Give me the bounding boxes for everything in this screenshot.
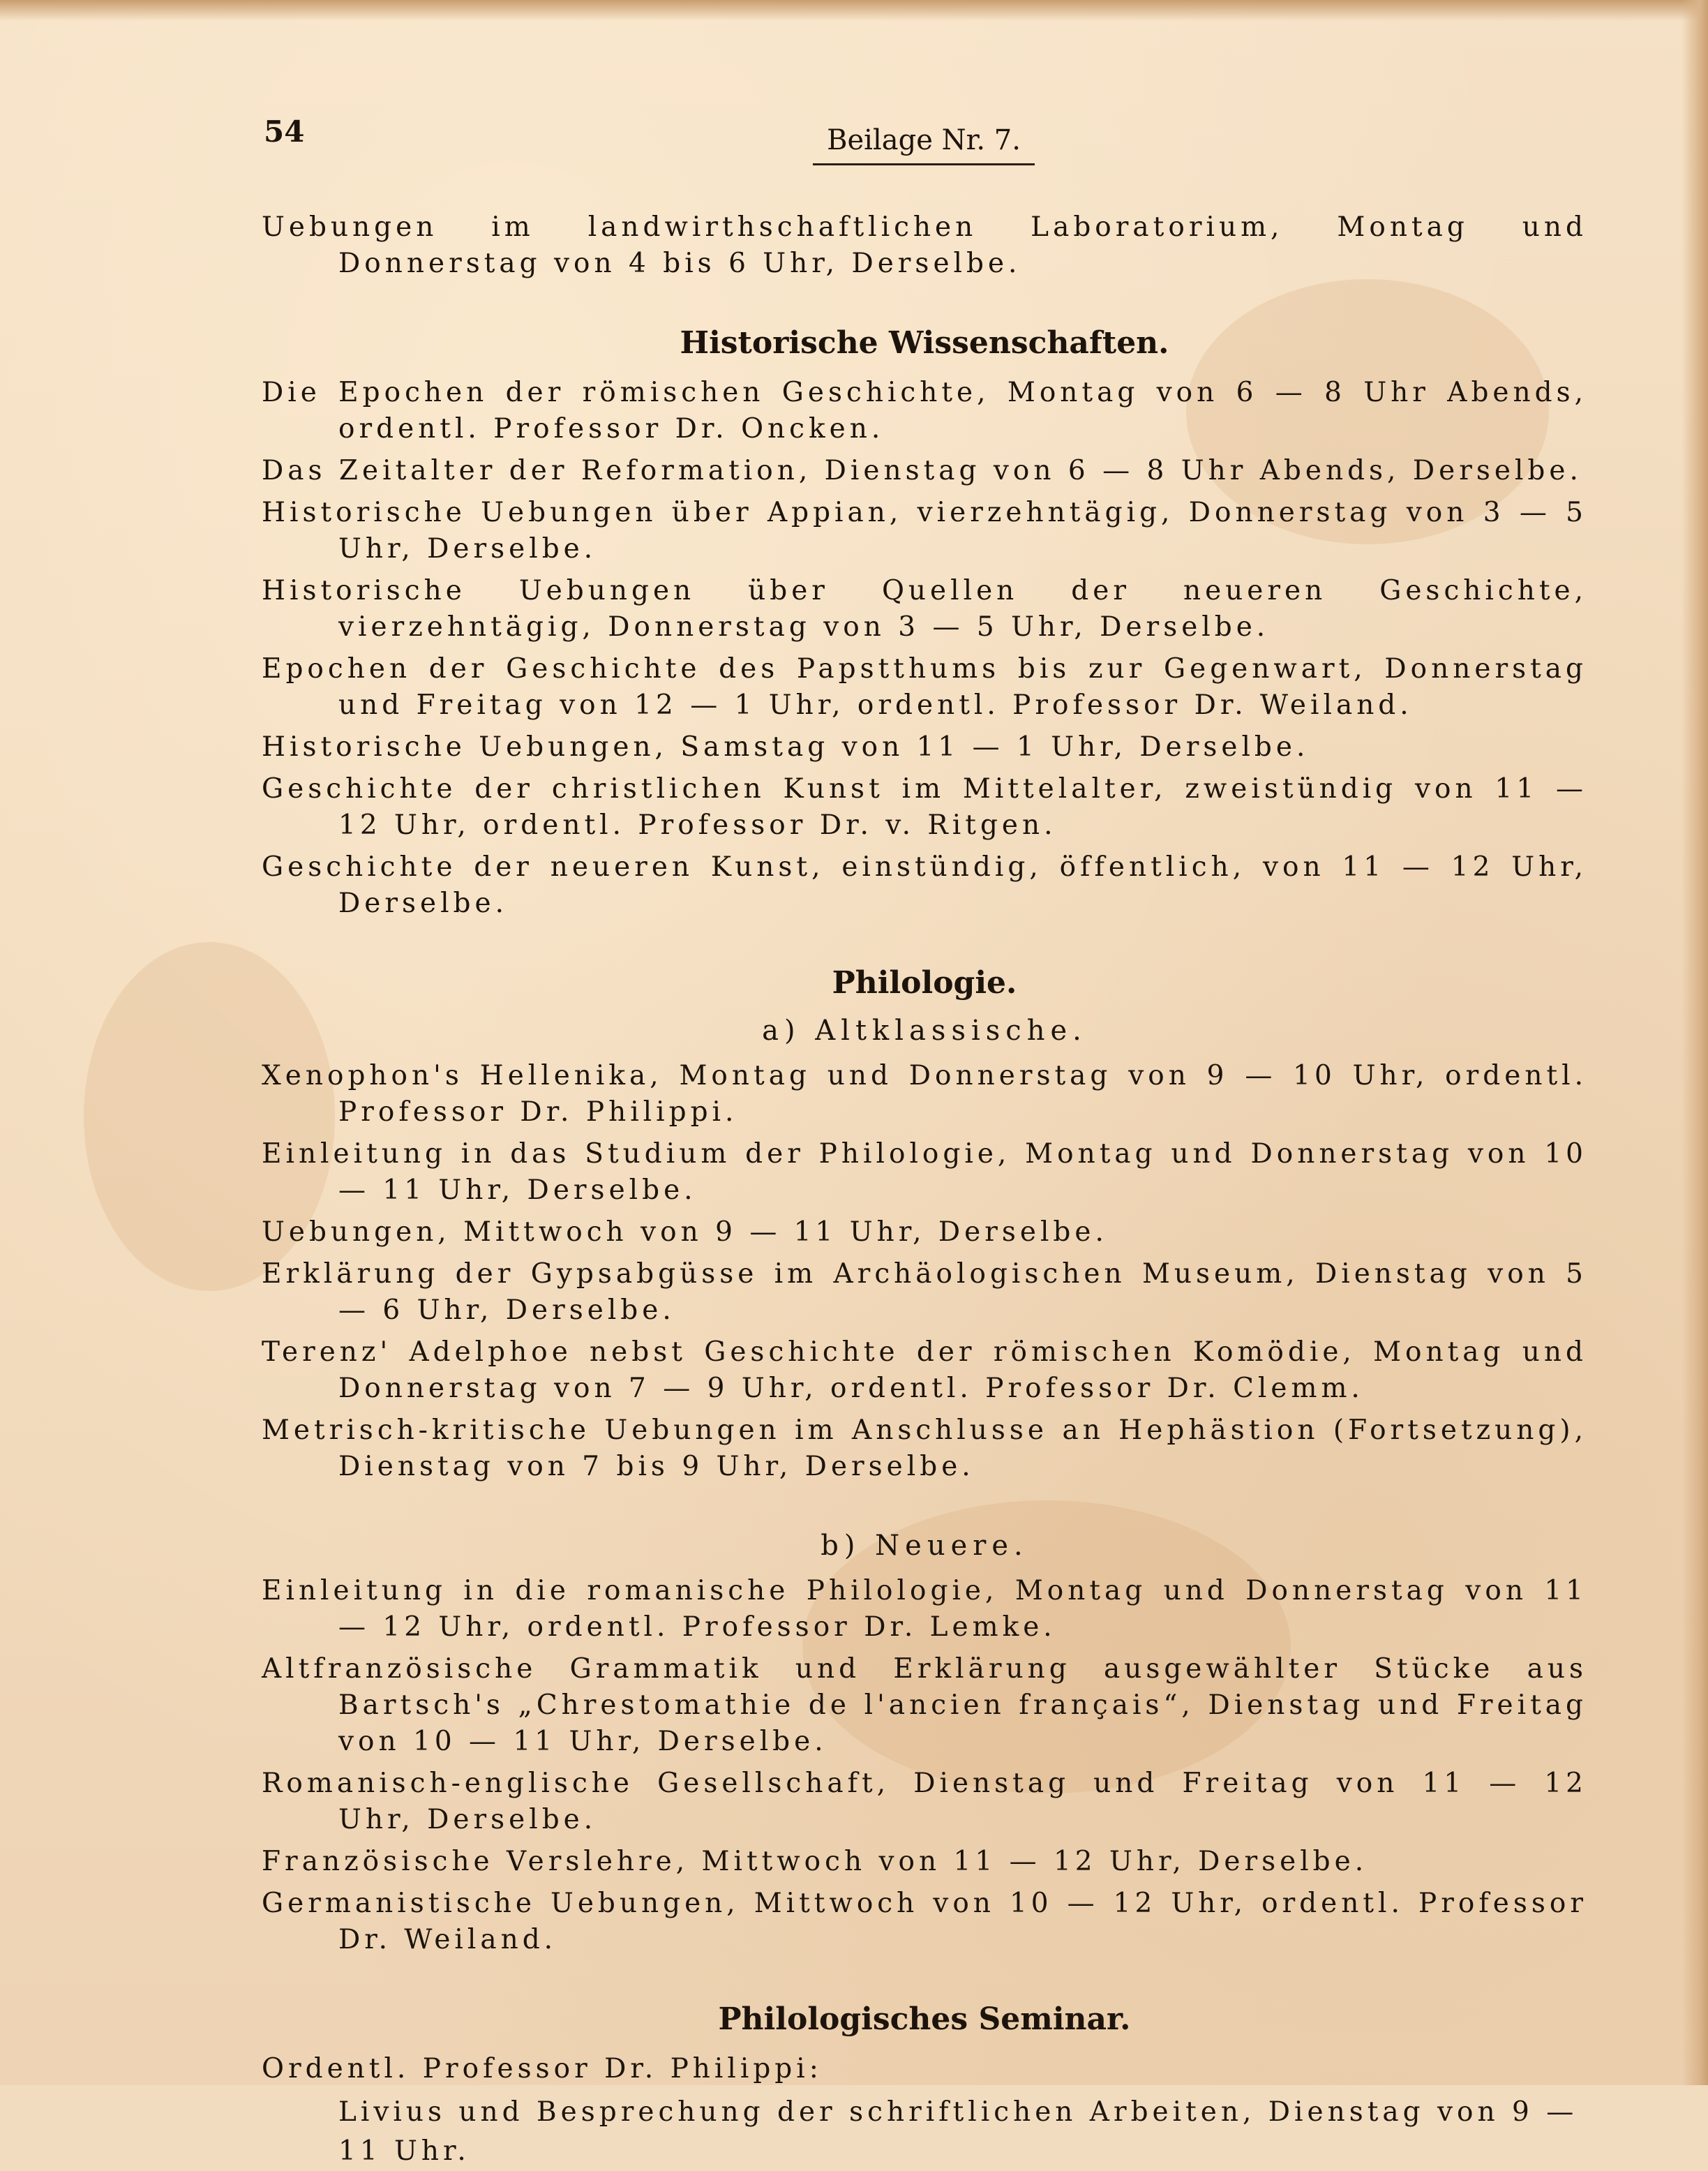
course-entry: Historische Uebungen über Quellen der neueren Geschichte, vierzehntägig, Donnerstag von 3 — 5 Uhr, Derselbe. [262,575,1587,643]
course-entry: Die Epochen der römischen Geschichte, Montag von 6 — 8 Uhr Abends, ordentl. Professor Dr. Oncken. [262,377,1587,445]
course-entry: Metrisch-kritische Uebungen im Anschlusse an Hephästion (Fortsetzung), Dienstag von 7 bis 9 Uhr, Derselbe. [262,1415,1587,1482]
course-entry: Geschichte der neueren Kunst, einstündig, öffentlich, von 11 — 12 Uhr, Derselbe. [262,851,1587,919]
page-edge-right [1681,0,1708,2085]
course-entry: Geschichte der christlichen Kunst im Mittelalter, zweistündig von 11 — 12 Uhr, ordentl. Professor Dr. v. Ritgen. [262,773,1587,841]
course-entry: Einleitung in die romanische Philologie, Montag und Donnerstag von 11 — 12 Uhr, ordentl. Professor Dr. Lemke. [262,1575,1587,1643]
page-edge-top [0,0,1708,21]
seminar-lead: Ordentl. Professor Dr. Philippi: [262,2053,823,2084]
course-entry: Germanistische Uebungen, Mittwoch von 10 — 12 Uhr, ordentl. Professor Dr. Weiland. [262,1888,1587,1955]
course-entry: Uebungen, Mittwoch von 9 — 11 Uhr, Derselbe. [262,1216,1108,1248]
course-entry: Historische Uebungen über Appian, vierzehntägig, Donnerstag von 3 — 5 Uhr, Derselbe. [262,497,1587,565]
page-body [262,209,1587,2171]
section-heading-seminar: Philologisches Seminar. [718,2001,1131,2037]
course-entry: Altfranzösische Grammatik und Erklärung ausgewählter Stücke aus Bartsch's „Chrestomathie de l'ancien français“, Dienstag und Freitag von 10 — 11 Uhr, Derselbe. [262,1653,1587,1757]
course-entry: Einleitung in das Studium der Philologie, Montag und Donnerstag von 10 — 11 Uhr, Derselbe. [262,1138,1587,1206]
course-entry: Historische Uebungen, Samstag von 11 — 1 Uhr, Derselbe. [262,731,1310,763]
subsection-heading-neuere: b) Neuere. [821,1530,1028,1562]
section-heading-historische: Historische Wissenschaften. [680,325,1169,361]
intro-entry: Uebungen im landwirthschaftlichen Laboratorium, Montag und Donnerstag von 4 bis 6 Uhr, Derselbe. [262,211,1587,279]
subsection-heading-altklassische: a) Altklassische. [762,1015,1087,1047]
course-entry: Französische Verslehre, Mittwoch von 11 — 12 Uhr, Derselbe. [262,1846,1368,1877]
seminar-entry: Livius und Besprechung der schriftlichen Arbeiten, Dienstag von 9 — 11 Uhr. [338,2096,1578,2167]
running-head: Beilage Nr. 7. [813,124,1035,165]
page-number: 54 [264,114,305,149]
course-entry: Xenophon's Hellenika, Montag und Donnerstag von 9 — 10 Uhr, ordentl. Professor Dr. Philippi. [262,1060,1587,1128]
course-entry: Terenz' Adelphoe nebst Geschichte der römischen Komödie, Montag und Donnerstag von 7 — 9 Uhr, ordentl. Professor Dr. Clemm. [262,1336,1587,1404]
section-heading-philologie: Philologie. [832,965,1017,1001]
course-entry: Romanisch-englische Gesellschaft, Dienstag und Freitag von 11 — 12 Uhr, Derselbe. [262,1768,1587,1835]
course-entry: Epochen der Geschichte des Papstthums bis zur Gegenwart, Donnerstag und Freitag von 12 — 1 Uhr, ordentl. Professor Dr. Weiland. [262,653,1587,721]
course-entry: Erklärung der Gypsabgüsse im Archäologischen Museum, Dienstag von 5 — 6 Uhr, Derselbe. [262,1258,1587,1326]
course-entry: Das Zeitalter der Reformation, Dienstag von 6 — 8 Uhr Abends, Derselbe. [262,455,1582,486]
